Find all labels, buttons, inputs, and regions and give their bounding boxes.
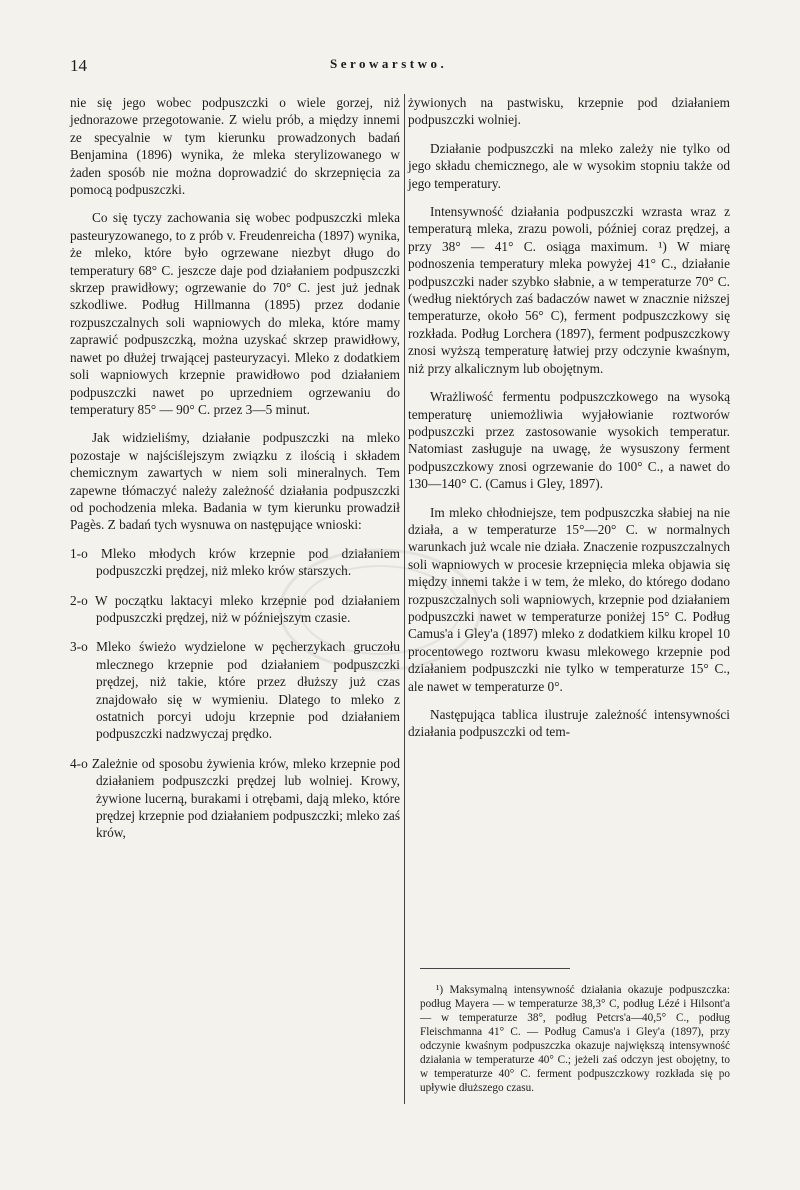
page-number: 14 [70,56,87,75]
list-text: W początku laktacyi mleko krzepnie pod działaniem podpuszczki prędzej, niż w późniejszym czasie. [95,592,400,625]
list-number: 4-o [70,755,88,771]
paragraph: Jak widzieliśmy, działanie podpuszczki na mleko pozostaje w najściślejszym związku z ilością i składem chemicznym zawartych w niem soli mineralnych. Tem zapewne tłómaczyć należy zależność działania podpuszczki od pochodzenia mleka. Badania w tym kierunku prowadził Pagès. Z badań tych wysnuwa on następujące wnioski: [70,430,400,533]
right-column [408,94,730,752]
paragraph: Działanie podpuszczki na mleko zależy nie tylko od jego składu chemicznego, ale w wysokim stopniu także od jego temperatury. [408,140,730,191]
list-number: 3-o [70,639,88,655]
left-column [70,94,400,854]
paragraph: Następująca tablica ilustruje zależność intensywności działania podpuszczki od tem- [408,707,730,740]
list-text: Mleko młodych krów krzepnie pod działaniem podpuszczki prędzej, niż mleko krów starszych. [96,545,401,579]
paragraph: nie się jego wobec podpuszczki o wiele gorzej, niż jednorazowe przegotowanie. Z wielu prób, a między innemi ze specyalnie w tym kierunku prowadzonych badań Benjamina (1896) wynika, że mleka sterylizowanego w żaden sposób nie można doprowadzić do skrzepnięcia za pomocą podpuszczki. [70,95,400,198]
list-number: 1-o [70,545,88,561]
list-item [70,755,400,842]
list-item [70,592,400,627]
list-item [70,638,400,742]
paragraph: Im mleko chłodniejsze, tem podpuszczka słabiej na nie działa, a w temperaturze 15°—20° C. w normalnych warunkach już wcale nie działa. Znaczenie rozpuszczalnych soli wapniowych w procesie krzepnięcia mleka objawia się między innemi także i w tem, że mleko, do którego dodano rozpuszczalnych soli wapniowych, krzepnie pod działaniem podpuszczki nawet w temperaturze poniżej 15° C. Podług Camus'a i Gley'a (1897) mleko z dodatkiem kilku kropel 10 procentowego roztworu kwasu mlekowego krzepnie pod działaniem podpuszczki nie tylko w temperaturze 15° C., ale nawet w temperaturze 0°. [408,504,730,694]
footnote: ¹) Maksymalną intensywność działania okazuje podpuszczka: podług Mayera — w temperaturze 38,3° C, podług Lézé i Hilsont'a — w temperaturze 38°, podług Petcrs'a—40,5° C., podług Fleischmanna 41° C. — Podług Camus'a i Gley'a (1897), przy odczynie kwaśnym podpuszczka okazuje największą intensywność działania w temperaturze 40° C.; jeżeli zaś odczyn jest obojętny, to w temperaturze 40° C. ferment podpuszczkowy rozkłada się po upływie dłuższego czasu. [420,984,730,1094]
list-text: Zależnie od sposobu żywienia krów, mleko krzepnie pod działaniem podpuszczki prędzej lub wolniej. Krowy, żywione lucerną, burakami i otrębami, dają mleko, które prędzej krzepnie pod działaniem podpuszczki; mleko zaś krów, [91,755,400,841]
list-text: Mleko świeżo wydzielone w pęcherzykach gruczołu mlecznego krzepnie pod działaniem podpuszczki prędzej, niż takie, które przez dłuższy już czas znajdowało się w wymieniu. Dlatego to mleko z ostatnich porcyi udoju krzepnie pod działaniem podpuszczki nadzwyczaj prędko. [96,639,400,742]
column-divider [404,94,405,1104]
list-number: 2-o [70,592,88,608]
paragraph: Wrażliwość fermentu podpuszczkowego na wysoką temperaturę uniemożliwia wyjałowianie roztworów podpuszczki przez zastosowanie wysokich temperatur. Natomiast zasługuje na uwagę, że wysuszony ferment podpuszczkowy znosi ogrzewanie do 100° C., a nawet do 130—140° C. (Camus i Gley, 1897). [408,389,730,492]
footnote-rule [420,968,570,969]
list-item [70,545,400,580]
paragraph: żywionych na pastwisku, krzepnie pod działaniem podpuszczki wolniej. [408,95,730,128]
paragraph: Intensywność działania podpuszczki wzrasta wraz z temperaturą mleka, zrazu powoli, później coraz prędzej, a przy 38° — 41° C. osiąga maximum. ¹) W miarę podnoszenia temperatury mleka powyżej 41° C., działanie podpuszczki nader szybko słabnie, a w temperaturze 70° C. (według niektórych zaś badaczów nawet w znacznie niższej temperaturze, około 56° C), ferment podpuszczkowy się rozkłada. Podług Lorchera (1897), ferment podpuszczkowy znosi wyższą temperaturę łatwiej przy odczynie kwaśnym, niż przy alkalicznym lub obojętnym. [408,204,730,376]
paragraph: Co się tyczy zachowania się wobec podpuszczki mleka pasteuryzowanego, to z prób v. Freudenreicha (1897) wynika, że mleko, które było ogrzewane niezbyt długo do temperatury 68° C. jeszcze daje pod działaniem podpuszczki skrzep prawidłowy; ogrzewanie do 70° C. jest już jednak szkodliwe. Podług Hillmanna (1895) przez dodanie rozpuszczalnych soli wapniowych do mleka, które mamy zaprawić podpuszczką, można uzyskać skrzep prawidłowy, nawet po dłużej trwającej pasteuryzacyi. Mleko z dodatkiem soli wapniowych krzepnie prawidłowo pod działaniem podpuszczki nawet po uprzedniem ogrzewaniu do temperatury 85° — 90° C. przez 3—5 minut. [70,210,400,417]
running-title: Serowarstwo. [330,56,448,71]
